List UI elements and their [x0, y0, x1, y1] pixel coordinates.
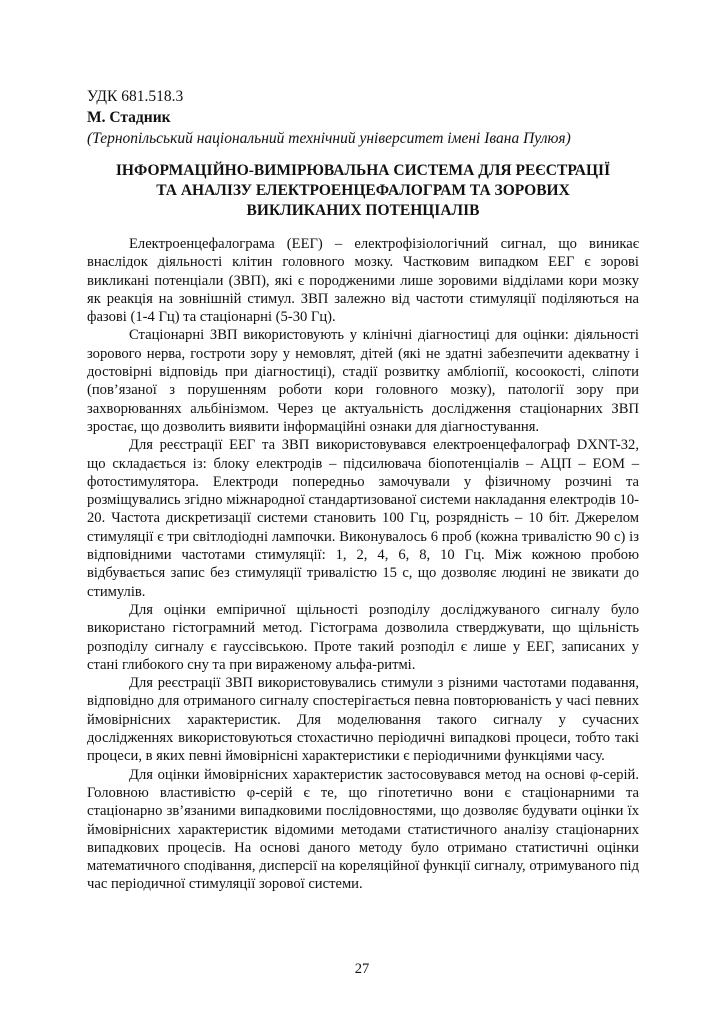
paper-title-line-1: ІНФОРМАЦІЙНО-ВИМІРЮВАЛЬНА СИСТЕМА ДЛЯ РЕЄСТРАЦІЇ — [115, 162, 611, 179]
paper-title-line-2: ТА АНАЛІЗУ ЕЛЕКТРОЕНЦЕФАЛОГРАМ ТА ЗОРОВИХ — [156, 182, 570, 199]
udc-code: УДК 681.518.3 — [87, 88, 184, 105]
paper-page — [87, 86, 639, 894]
paper-title-line-3: ВИКЛИКАНИХ ПОТЕНЦІАЛІВ — [246, 202, 480, 219]
page-number: 27 — [354, 961, 370, 977]
body-paragraph-2: Стаціонарні ЗВП використовують у клінічні діагностиці для оцінки: діяльності зорового нерва, гостроти зору у немовлят, дітей (які не здатні забезпечити адекватну і достовірні відповідь при діагностиці), стадії розвитку амбліопії, косоокості, сліпоти (пов’язаної з порушенням роботи кори головного мозку), патології зору при захворюваннях альбінізмом. Через це актуальність дослідження стаціонарних ЗВП зростає, що дозволить виявити інформаційні ознаки для діагностування. — [87, 327, 639, 435]
author-name: М. Стадник — [87, 109, 171, 126]
paper-body — [87, 235, 639, 894]
body-paragraph-6: Для оцінки ймовірнісних характеристик застосовувався метод на основі φ-серій. Головною властивістю φ-серій є те, що гіпотетично вони є стаціонарними та стаціонарно зв’язаними випадковими послідовностями, що дозволяє будувати оцінки їх ймовірнісних характеристик відомими методами статистичного аналізу стаціонарних випадкових процесів. На основі даного методу було отримано статистичні оцінки математичного сподівання, дисперсії на кореляційної функції сигналу, отримуваного під час періодичної стимуляції зорової системи. — [87, 766, 639, 893]
body-paragraph-3: Для реєстрації ЕЕГ та ЗВП використовувався електроенцефалограф DXNT-32, що складається із: блоку електродів – підсилювача біопотенціалів – АЦП – ЕОМ – фотостимулятора. Електроди попередньо замочували у фізичному розчині та розміщувались згідно міжнародної стандартизованої системи накладання електродів 10-20. Частота дискретизації системи становить 100 Гц, розрядність – 10 біт. Джерелом стимуляції є три світлодіодні лампочки. Виконувалось 6 проб (кожна тривалістю 90 с) із відповідними частотами стимуляції: 1, 2, 4, 6, 8, 10 Гц. Між кожною пробою відбувається запис без стимуляції тривалістю 15 с, що дозволяє людині не звикати до стимулів. — [87, 437, 639, 600]
body-paragraph-1: Електроенцефалограма (ЕЕГ) – електрофізіологічний сигнал, що виникає внаслідок діяльності клітин головного мозку. Частковим випадком ЕЕГ є зорові викликані потенціали (ЗВП), які є породженими лише зоровими відділами кори мозку як реакція на зовнішній стимул. ЗВП залежно від частоти стимуляції поділяються на фазові (1-4 Гц) та стаціонарні (5-30 Гц). — [87, 236, 639, 326]
author-affiliation: (Тернопільський національний технічний університет імені Івана Пулюя) — [87, 130, 571, 147]
body-paragraph-4: Для оцінки емпіричної щільності розподілу досліджуваного сигналу було використано гістограмний метод. Гістограма дозволила стверджувати, що щільність розподілу сигналу є гауссівською. Проте такий розподіл є лише у ЕЕГ, записаних у стані глибокого сну та при вираженому альфа-ритмі. — [87, 601, 639, 673]
body-paragraph-5: Для реєстрації ЗВП використовувались стимули з різними частотами подавання, відповідно для отриманого сигналу спостерігається певна повторюваність у часі певних ймовірнісних характеристик. Для моделювання такого сигналу у сучасних дослідженнях використовуються стохастично періодичні випадкові процеси, тобто такі процеси, в яких певні ймовірнісні характеристики є періодичними функціями часу. — [87, 675, 639, 765]
paper-title — [87, 161, 639, 221]
